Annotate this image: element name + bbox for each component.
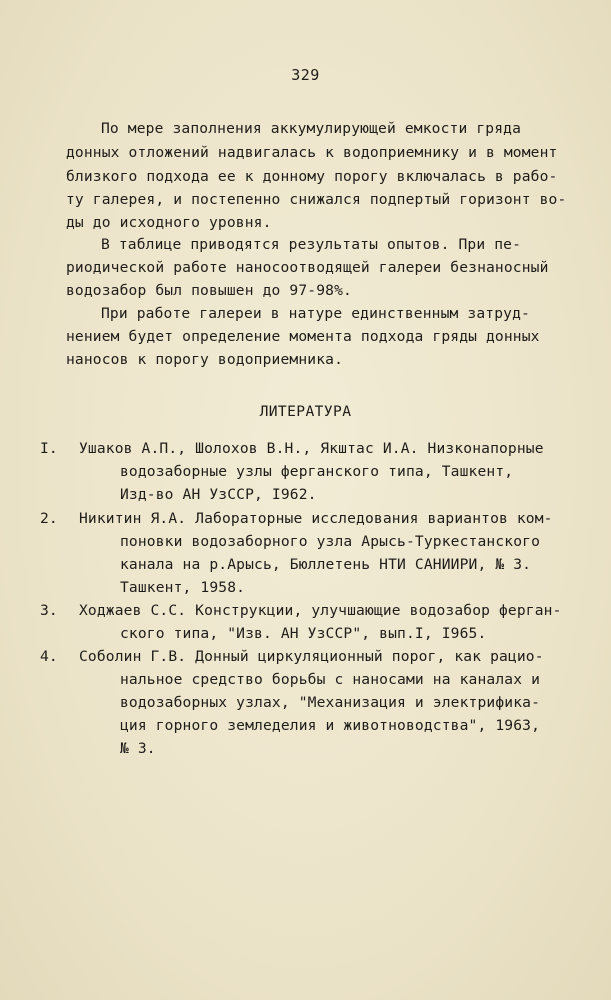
reference-number: I. [40, 440, 58, 457]
text-line: близкого подхода ее к донному порогу включалась в рабо- [66, 168, 558, 185]
text-line: ту галерея, и постепенно снижался подпертый горизонт во- [66, 191, 567, 208]
reference-line: Соболин Г.В. Донный циркуляционный порог, как рацио- [79, 648, 544, 665]
reference-line: № 3. [120, 740, 156, 757]
text-line: В таблице приводятся результаты опытов. При пе- [101, 236, 522, 253]
reference-number: 4. [40, 648, 58, 665]
text-line: наносов к порогу водоприемника. [66, 351, 344, 368]
reference-line: нальное средство борьбы с наносами на каналах и [120, 671, 541, 688]
reference-line: водозаборные узлы ферганского типа, Ташкент, [120, 463, 514, 480]
reference-line: Никитин Я.А. Лабораторные исследования вариантов ком- [79, 510, 553, 527]
text-line: риодической работе наносоотводящей галереи безнаносный [66, 259, 549, 276]
references-heading: ЛИТЕРАТУРА [259, 403, 352, 420]
reference-line: Ташкент, 1958. [120, 579, 246, 596]
text-line: нением будет определение момента подхода гряды донных [66, 328, 540, 345]
reference-line: Изд-во АН УзССР, I962. [120, 486, 317, 503]
text-line: донных отложений надвигалась к водоприемнику и в момент [66, 144, 558, 161]
reference-line: водозаборных узлах, "Механизация и электрифика- [120, 694, 541, 711]
reference-line: ского типа, "Изв. АН УзССР", вып.I, I965. [120, 625, 487, 642]
reference-line: Ходжаев С.С. Конструкции, улучшающие водозабор ферган- [79, 602, 562, 619]
reference-line: ция горного земледелия и животноводства", 1963, [120, 717, 541, 734]
text-line: По мере заполнения аккумулирующей емкости гряда [101, 120, 522, 137]
reference-line: канала на р.Арысь, Бюллетень НТИ САНИИРИ, № 3. [120, 556, 532, 573]
page-number: 329 [291, 66, 320, 84]
text-line: При работе галереи в натуре единственным затруд- [101, 305, 530, 322]
reference-number: 2. [40, 510, 58, 527]
reference-number: 3. [40, 602, 58, 619]
text-line: ды до исходного уровня. [66, 214, 272, 231]
reference-line: поновки водозаборного узла Арысь-Туркестанского [120, 533, 541, 550]
text-line: водозабор был повышен до 97-98%. [66, 282, 352, 299]
reference-line: Ушаков А.П., Шолохов В.Н., Якштас И.А. Низконапорные [79, 440, 544, 457]
